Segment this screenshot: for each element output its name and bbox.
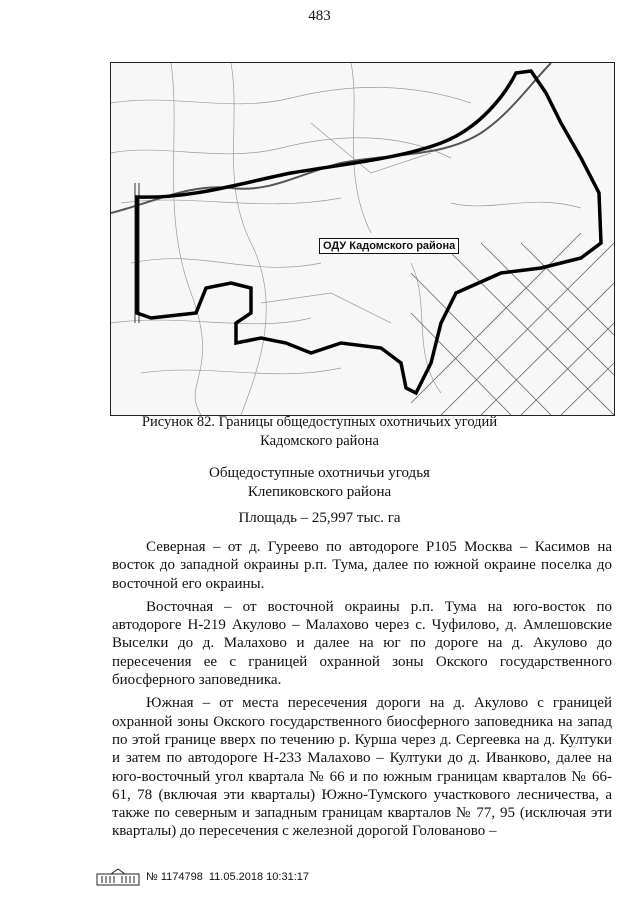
paragraph-east: Восточная – от восточной окраины р.п. Тума на юго-восток по автодороге Н-219 Акулово – Малахово через с. Чуфилово, д. Амлешовские Выселки до д. Малахово и далее на юг по дороге на д. Акулово до пересечения ее с границей охранной зоны Окского государственного биосферного заповедника. <box>112 598 612 689</box>
page-number: 483 <box>308 8 331 24</box>
document-timestamp: 11.05.2018 10:31:17 <box>208 871 309 883</box>
boundary-outline <box>137 71 601 393</box>
map-label: ОДУ Кадомского района <box>319 238 459 254</box>
river-line <box>111 63 551 213</box>
section-title <box>0 464 639 502</box>
footer <box>96 868 309 886</box>
document-number: № 1174798 <box>146 871 203 883</box>
paragraph-north: Северная – от д. Гуреево по автодороге Р105 Москва – Касимов на восток до западной окраины р.п. Тума, далее по южной окраине поселка до восточной его окраины. <box>112 539 612 592</box>
boundary-map <box>110 62 615 416</box>
caption-line-2: Кадомского района <box>260 433 379 449</box>
section-title-line-2: Клепиковского района <box>247 484 392 500</box>
government-building-icon <box>96 868 140 886</box>
body-text <box>112 538 612 846</box>
area-line: Площадь – 25,997 тыс. га <box>238 510 401 526</box>
paragraph-south: Южная – от места пересечения дороги на д. Акулово с границей охранной зоны Окского государственного биосферного заповедника на запад по этой границе вверх по течению р. Курша через д. Сергеевка на д. Култуки и затем по автодороге Н-233 Малахово – Култуки до д. Иванково, далее на юго-восточный угол квартала № 66 и по южным границам кварталов № 66-61, 78 (включая эти кварталы) Южно-Тумского участкового лесничества, а также по северным и западным границам кварталов № 77, 95 (исключая эти кварталы) до пересечения с железной дорогой Голованово – <box>112 695 612 840</box>
section-title-line-1: Общедоступные охотничьи угодья <box>209 465 430 481</box>
caption-line-1: Рисунок 82. Границы общедоступных охотничьих угодий <box>141 414 498 430</box>
figure-caption <box>0 413 639 451</box>
